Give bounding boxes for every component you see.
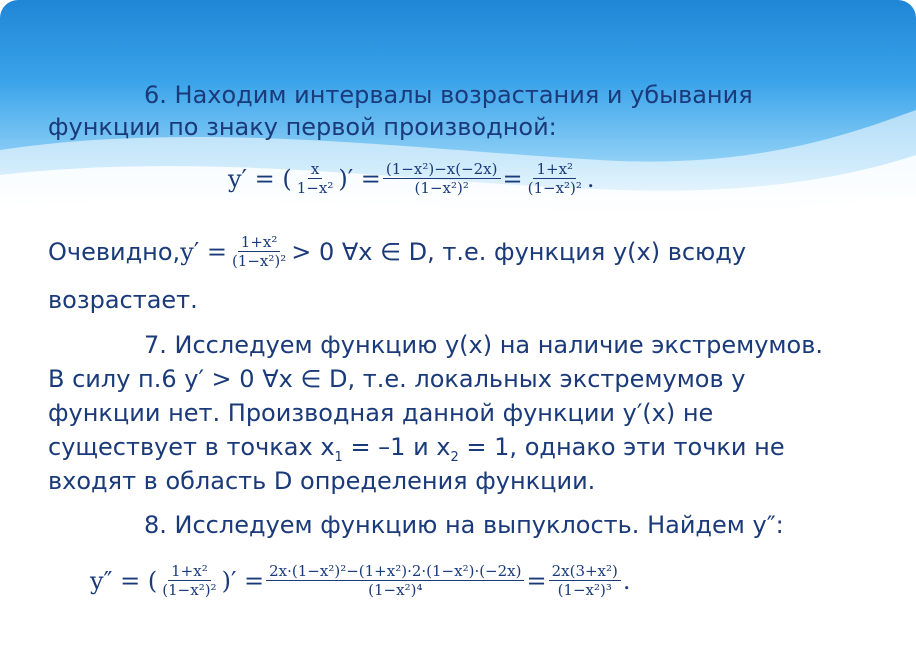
formula1-end: . [586, 164, 595, 193]
step7-line4-sub1: 1 [334, 449, 343, 465]
step7-line1: 7. Исследуем функцию y(x) на наличие экстремумов. [144, 331, 823, 359]
obvious-line1 [48, 233, 746, 270]
formula-second-derivative [90, 562, 631, 599]
formula1-frac1-den: 1−x² [296, 179, 334, 197]
formula1-frac3-num: 1+x² [533, 160, 576, 179]
step7-line4-c: = 1, однако эти точки не [458, 433, 785, 461]
formula1-frac3-den: (1−x²)² [527, 179, 582, 197]
formula2-frac2-num: 2x·(1−x²)²−(1+x²)·2·(1−x²)·(−2x) [266, 562, 524, 581]
formula1-frac3 [525, 160, 585, 197]
formula2-frac2 [266, 562, 524, 599]
step7-line2: В силу п.6 y′ > 0 ∀x ∈ D, т.е. локальных экстремумов у [48, 365, 746, 393]
formula2-frac1 [159, 562, 219, 599]
formula2-frac2-den: (1−x²)⁴ [368, 581, 423, 599]
formula2-eq: = [526, 566, 547, 595]
obvious-cond: > 0 ∀x ∈ D, т.е. функция y(x) всюду [291, 237, 747, 266]
step7-line4-sub2: 2 [450, 449, 459, 465]
formula2-close: )′ = [221, 566, 265, 595]
formula2-lhs: y″ = ( [90, 566, 158, 595]
obvious-prefix: Очевидно, [48, 237, 181, 266]
formula2-frac1-num: 1+x² [168, 562, 211, 581]
step8-line1: 8. Исследуем функцию на выпуклость. Найдем y″: [144, 511, 784, 539]
obvious-frac [229, 233, 289, 270]
formula1-frac2 [383, 160, 501, 197]
obvious-frac-den: (1−x²)² [231, 252, 287, 270]
formula1-close: )′ = [338, 164, 381, 193]
formula1-frac1-num: x [308, 160, 322, 179]
obvious-y-eq: y′ = [180, 237, 227, 266]
step6-line2: функции по знаку первой производной: [48, 113, 557, 141]
formula-first-derivative [228, 160, 595, 197]
formula1-frac1 [294, 160, 337, 197]
formula2-end: . [622, 566, 631, 595]
step7-line5: входят в область D определения функции. [48, 467, 596, 495]
step7-line3: функции нет. Производная данной функции y′(x) не [48, 399, 714, 427]
obvious-frac-num: 1+x² [238, 233, 281, 252]
step6-line1: 6. Находим интервалы возрастания и убывания [144, 81, 753, 109]
formula2-frac3 [549, 562, 621, 599]
formula2-frac1-den: (1−x²)² [162, 581, 217, 599]
formula1-lhs: y′ = ( [228, 164, 292, 193]
formula2-frac3-num: 2x(3+x²) [549, 562, 621, 581]
obvious-line2: возрастает. [48, 286, 198, 314]
formula1-eq: = [502, 164, 523, 193]
formula1-frac2-num: (1−x²)−x(−2x) [383, 160, 501, 179]
step7-line4-b: = –1 и x [342, 433, 451, 461]
formula2-frac3-den: (1−x²)³ [557, 581, 612, 599]
formula1-frac2-den: (1−x²)² [414, 179, 469, 197]
step7-line4-a: существует в точках x [48, 433, 335, 461]
